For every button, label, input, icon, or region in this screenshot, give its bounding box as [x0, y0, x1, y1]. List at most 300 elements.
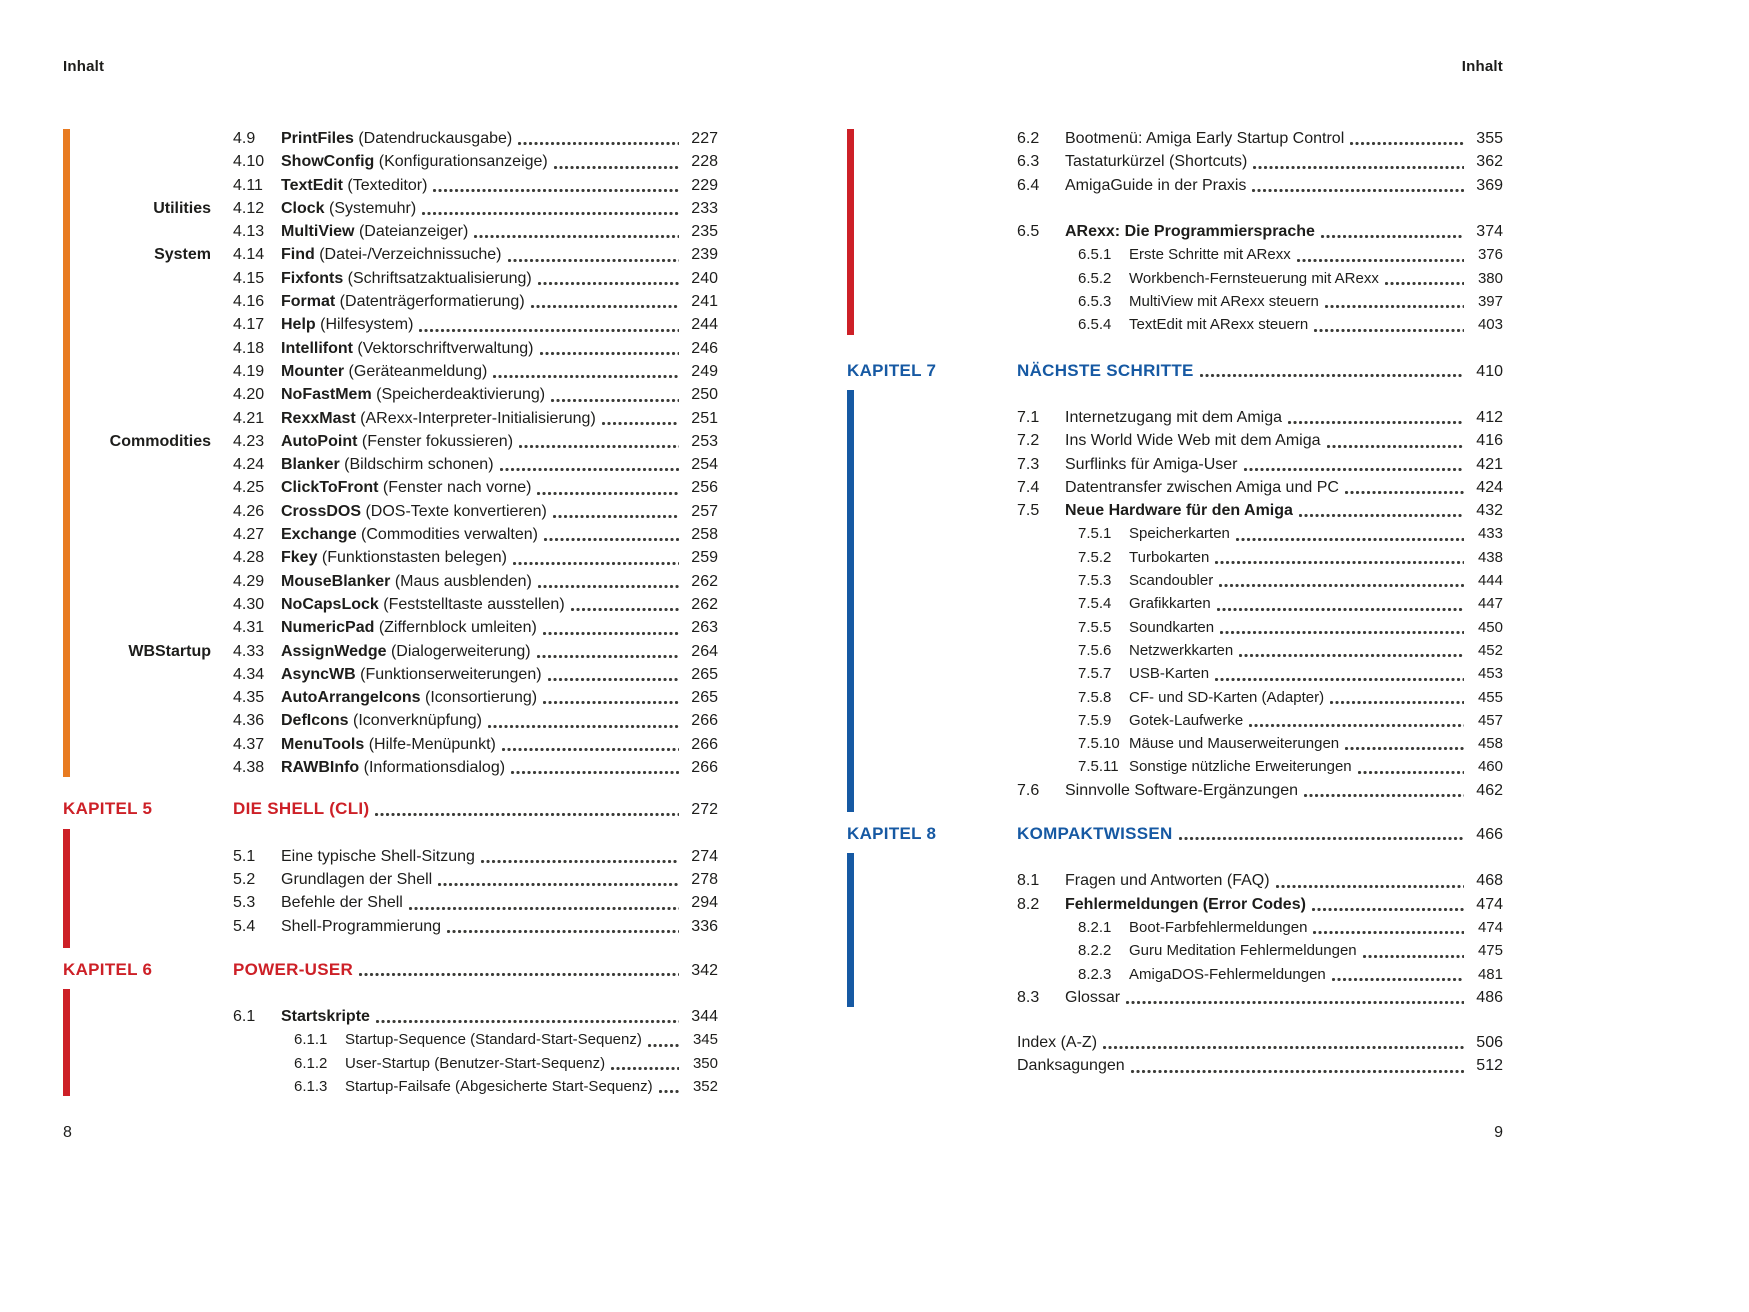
page-reference: 424 [1476, 478, 1503, 496]
entry-number: 5.2 [233, 870, 256, 888]
entry-number: 4.18 [233, 339, 265, 357]
toc-entry-row [63, 197, 718, 220]
page-reference: 235 [691, 223, 718, 241]
page-reference: 397 [1477, 293, 1503, 311]
page-reference: 403 [1477, 316, 1503, 334]
entry-title: Datentransfer zwischen Amiga und PC [1065, 478, 1339, 496]
entry-title: ARexx: Die Programmiersprache [1065, 223, 1315, 241]
entry-number: 6.5.1 [1078, 246, 1112, 264]
entry-number: 4.37 [233, 735, 265, 753]
page-reference: 352 [692, 1077, 718, 1095]
entry-number: 7.5 [1017, 502, 1040, 520]
entry-number: 7.5.5 [1078, 618, 1112, 636]
dot-leader [1321, 235, 1464, 238]
red-chapter-bar [63, 989, 70, 1096]
entry-title: Workbench-Fernsteuerung mit ARexx [1129, 269, 1379, 287]
page-reference: 257 [691, 502, 718, 520]
page-reference: 376 [1477, 246, 1503, 264]
dot-leader [1325, 305, 1464, 308]
toc-block [847, 822, 1503, 845]
dot-leader [1304, 794, 1464, 797]
toc-entry-row [63, 430, 718, 453]
entry-number: 6.5.4 [1078, 316, 1112, 334]
entry-title: PrintFiles (Datendruckausgabe) [281, 130, 513, 147]
page-reference: 227 [691, 130, 718, 147]
entry-title: Startup-Sequence (Standard-Start-Sequenz) [345, 1031, 642, 1049]
toc-entry-row [847, 569, 1503, 592]
blue-chapter-bar [847, 390, 854, 812]
page-reference: 258 [691, 526, 718, 544]
page-reference: 263 [691, 619, 718, 637]
dot-leader [1215, 561, 1464, 564]
entry-title: Shell-Programmierung [281, 917, 442, 935]
toc-entry-row [63, 640, 718, 663]
entry-title: Fehlermeldungen (Error Codes) [1065, 895, 1306, 913]
page-reference: 458 [1477, 735, 1503, 753]
page-reference: 512 [1476, 1057, 1503, 1075]
toc-entry-row [847, 616, 1503, 639]
toc-entry-row [63, 570, 718, 593]
entry-title: Speicherkarten [1129, 525, 1230, 543]
page-reference: 466 [1476, 826, 1503, 844]
entry-title: Mounter (Geräteanmeldung) [281, 362, 488, 380]
page-reference: 266 [691, 712, 718, 730]
dot-leader [1345, 747, 1464, 750]
chapter-title: DIE SHELL (CLI) [233, 799, 370, 819]
toc-entry-row [847, 406, 1503, 429]
entry-title: Help (Hilfesystem) [281, 316, 414, 334]
entry-title: Intellifont (Vektorschriftverwaltung) [281, 339, 534, 357]
toc-entry-row [63, 453, 718, 476]
toc-entry-row [847, 662, 1503, 685]
entry-number: 4.25 [233, 479, 265, 497]
entry-number: 4.27 [233, 526, 265, 544]
dot-leader [531, 305, 679, 308]
page-reference: 240 [691, 269, 718, 287]
toc-entry-row [847, 267, 1503, 290]
dot-leader [1220, 631, 1464, 634]
dot-leader [1313, 931, 1464, 934]
toc-entry-row [63, 733, 718, 756]
dot-leader [376, 1020, 679, 1023]
toc-entry-row [63, 1052, 718, 1075]
toc-entry-row [847, 939, 1503, 962]
toc-entry-row [847, 709, 1503, 732]
page-reference: 253 [691, 432, 718, 450]
dot-leader [513, 562, 679, 565]
toc-entry-row [63, 523, 718, 546]
dot-leader [433, 189, 679, 192]
toc-entry-row [63, 127, 718, 150]
toc-block [63, 827, 718, 950]
margin-label: WBStartup [128, 642, 211, 660]
toc-entry-row [63, 845, 718, 868]
entry-title: USB-Karten [1129, 665, 1210, 683]
entry-number: 6.3 [1017, 153, 1040, 171]
entry-title: CrossDOS (DOS-Texte konvertieren) [281, 502, 547, 520]
page-reference: 453 [1477, 665, 1503, 683]
dot-leader [1126, 1001, 1464, 1004]
page-reference: 272 [691, 801, 718, 819]
toc-entry-row [63, 360, 718, 383]
entry-title: Soundkarten [1129, 618, 1215, 636]
dot-leader [1239, 654, 1464, 657]
toc-entry-row [847, 127, 1503, 150]
dot-leader [611, 1067, 679, 1070]
margin-label: Commodities [109, 432, 211, 450]
page-reference: 506 [1476, 1034, 1503, 1052]
blank-line [847, 197, 1503, 220]
toc-page-left [63, 127, 718, 1098]
entry-title: MenuTools (Hilfe-Menüpunkt) [281, 735, 496, 753]
toc-block [63, 797, 718, 820]
entry-title: AutoArrangeIcons (Iconsortierung) [281, 689, 538, 707]
page-reference: 362 [1476, 153, 1503, 171]
page-reference: 262 [691, 572, 718, 590]
entry-number: 7.4 [1017, 478, 1040, 496]
dot-leader [1312, 908, 1464, 911]
toc-entry-row [63, 383, 718, 406]
entry-title: AmigaDOS-Fehlermeldungen [1129, 965, 1326, 983]
toc-entry-row [847, 779, 1503, 802]
page-reference: 474 [1477, 918, 1503, 936]
dot-leader [359, 973, 679, 976]
entry-title: Grafikkarten [1129, 595, 1211, 613]
entry-title: AmigaGuide in der Praxis [1065, 176, 1247, 194]
dot-leader [1385, 282, 1464, 285]
entry-number: 4.36 [233, 712, 265, 730]
entry-title: Ins World Wide Web mit dem Amiga [1065, 432, 1321, 450]
entry-title: Find (Datei-/Verzeichnissuche) [281, 246, 502, 264]
toc-entry-row [847, 290, 1503, 313]
toc-plain-row [847, 1031, 1503, 1054]
page-reference: 380 [1477, 269, 1503, 287]
toc-entry-row [847, 916, 1503, 939]
red-chapter-bar [847, 129, 854, 335]
toc-entry-row [63, 500, 718, 523]
entry-number: 7.1 [1017, 408, 1040, 426]
entry-title: Sinnvolle Software-Ergänzungen [1065, 781, 1299, 799]
entry-title: Bootmenü: Amiga Early Startup Control [1065, 130, 1345, 147]
page-reference: 265 [691, 689, 718, 707]
toc-entry-row [847, 313, 1503, 336]
entry-number: 8.3 [1017, 988, 1040, 1006]
page-reference: 481 [1477, 965, 1503, 983]
entry-number: 4.26 [233, 502, 265, 520]
toc-block [63, 958, 718, 981]
entry-number: 4.16 [233, 293, 265, 311]
toc-entry-row [847, 476, 1503, 499]
toc-entry-row [847, 639, 1503, 662]
entry-number: 7.5.2 [1078, 548, 1112, 566]
dot-leader [518, 142, 679, 145]
page-reference: 462 [1476, 781, 1503, 799]
toc-entry-row [63, 686, 718, 709]
page-reference: 254 [691, 456, 718, 474]
dot-leader [1200, 374, 1464, 377]
entry-number: 8.2.3 [1078, 965, 1112, 983]
entry-number: 4.35 [233, 689, 265, 707]
dot-leader [551, 399, 679, 402]
entry-title: Danksagungen [1017, 1057, 1125, 1075]
entry-number: 7.2 [1017, 432, 1040, 450]
dot-leader [447, 930, 679, 933]
entry-number: 4.15 [233, 269, 265, 287]
dot-leader [409, 907, 679, 910]
entry-title: Startskripte [281, 1008, 370, 1026]
chapter-label: KAPITEL 6 [63, 959, 153, 979]
entry-number: 6.5.2 [1078, 269, 1112, 287]
entry-number: 7.5.8 [1078, 688, 1112, 706]
toc-entry-row [847, 499, 1503, 522]
entry-number: 4.30 [233, 595, 265, 613]
entry-number: 5.1 [233, 847, 256, 865]
chapter-title: POWER-USER [233, 959, 354, 979]
dot-leader [438, 883, 679, 886]
toc-entry-row [847, 986, 1503, 1009]
entry-number: 7.5.3 [1078, 572, 1112, 590]
toc-entry-row [63, 243, 718, 266]
entry-number: 7.5.9 [1078, 711, 1112, 729]
toc-entry-row [63, 546, 718, 569]
dot-leader [538, 585, 679, 588]
entry-number: 7.5.11 [1078, 758, 1119, 776]
entry-title: AsyncWB (Funktionserweiterungen) [281, 665, 542, 683]
toc-entry-row [63, 220, 718, 243]
dot-leader [1179, 837, 1464, 840]
entry-title: NumericPad (Ziffernblock umleiten) [281, 619, 537, 637]
page-reference: 233 [691, 199, 718, 217]
dot-leader [544, 538, 679, 541]
chapter-label: KAPITEL 5 [63, 799, 153, 819]
entry-title: MultiView (Dateianzeiger) [281, 223, 469, 241]
entry-number: 4.14 [233, 246, 265, 264]
toc-entry-row [847, 686, 1503, 709]
margin-label: Utilities [153, 199, 211, 217]
toc-entry-row [847, 150, 1503, 173]
toc-entry-row [63, 868, 718, 891]
page-reference: 262 [691, 595, 718, 613]
toc-entry-row [63, 313, 718, 336]
toc-entry-row [847, 592, 1503, 615]
entry-number: 6.1.2 [294, 1054, 328, 1072]
entry-number: 4.10 [233, 153, 265, 171]
toc-entry-row [63, 891, 718, 914]
toc-entry-row [63, 407, 718, 430]
entry-title: DefIcons (Iconverknüpfung) [281, 712, 482, 730]
toc-block [63, 127, 718, 779]
entry-title: Startup-Failsafe (Abgesicherte Start-Sequenz) [345, 1077, 653, 1095]
dot-leader [1363, 955, 1464, 958]
toc-entry-row [63, 915, 718, 938]
entry-number: 4.23 [233, 432, 265, 450]
page-reference: 486 [1476, 988, 1503, 1006]
page-reference: 342 [691, 961, 718, 979]
entry-title: Scandoubler [1129, 572, 1214, 590]
dot-leader [1219, 584, 1464, 587]
page-reference: 244 [691, 316, 718, 334]
toc-entry-row [63, 337, 718, 360]
dot-leader [508, 259, 679, 262]
dot-leader [1244, 468, 1465, 471]
entry-title: Fixfonts (Schriftsatzaktualisierung) [281, 269, 532, 287]
dot-leader [537, 492, 679, 495]
toc-entry-row [63, 1075, 718, 1098]
dot-leader [648, 1044, 679, 1047]
entry-title: Neue Hardware für den Amiga [1065, 502, 1293, 520]
chapter-label: KAPITEL 8 [847, 824, 937, 844]
entry-title: Gotek-Laufwerke [1129, 711, 1244, 729]
entry-title: Glossar [1065, 988, 1121, 1006]
dot-leader [548, 678, 679, 681]
entry-title: Clock (Systemuhr) [281, 199, 417, 217]
toc-entry-row [847, 963, 1503, 986]
entry-title: MouseBlanker (Maus ausblenden) [281, 572, 532, 590]
toc-entry-row [63, 150, 718, 173]
entry-title: Grundlagen der Shell [281, 870, 433, 888]
page-reference: 266 [691, 735, 718, 753]
toc-entry-row [847, 429, 1503, 452]
page-reference: 474 [1476, 895, 1503, 913]
page-number-right: 9 [1494, 1124, 1503, 1141]
entry-title: Turbokarten [1129, 548, 1210, 566]
page-reference: 444 [1477, 572, 1503, 590]
page-number-left: 8 [63, 1124, 72, 1141]
toc-entry-row [63, 616, 718, 639]
entry-number: 7.5.6 [1078, 641, 1112, 659]
entry-title: MultiView mit ARexx steuern [1129, 293, 1319, 311]
page-reference: 241 [691, 293, 718, 311]
dot-leader [1297, 259, 1464, 262]
page-reference: 452 [1477, 641, 1503, 659]
page-reference: 259 [691, 549, 718, 567]
dot-leader [493, 375, 679, 378]
red-chapter-bar [63, 829, 70, 948]
entry-number: 4.19 [233, 362, 265, 380]
toc-entry-row [847, 453, 1503, 476]
toc-block [847, 127, 1503, 337]
toc-entry-row [847, 174, 1503, 197]
chapter-heading-row [847, 359, 1503, 382]
entry-number: 8.2.1 [1078, 918, 1112, 936]
page-reference: 350 [692, 1054, 718, 1072]
entry-title: Exchange (Commodities verwalten) [281, 526, 538, 544]
dot-leader [1330, 701, 1464, 704]
entry-number: 4.11 [233, 176, 263, 194]
dot-leader [571, 608, 679, 611]
toc-entry-row [63, 174, 718, 197]
entry-number: 6.5.3 [1078, 293, 1112, 311]
entry-title: Format (Datenträgerformatierung) [281, 293, 525, 311]
toc-entry-row [63, 756, 718, 779]
entry-number: 6.2 [1017, 130, 1040, 147]
page-reference: 416 [1476, 432, 1503, 450]
dot-leader [543, 632, 679, 635]
chapter-heading-row [63, 958, 718, 981]
dot-leader [602, 422, 679, 425]
toc-page-right [847, 127, 1503, 1078]
dot-leader [1314, 329, 1464, 332]
entry-title: Erste Schritte mit ARexx [1129, 246, 1291, 264]
dot-leader [1131, 1070, 1464, 1073]
page-reference: 460 [1477, 758, 1503, 776]
entry-title: Eine typische Shell-Sitzung [281, 847, 475, 865]
entry-title: Befehle der Shell [281, 894, 403, 912]
dot-leader [553, 515, 679, 518]
entry-number: 6.5 [1017, 223, 1040, 241]
page-reference: 355 [1476, 130, 1503, 147]
dot-leader [537, 655, 679, 658]
entry-number: 4.24 [233, 456, 265, 474]
dot-leader [502, 748, 679, 751]
toc-entry-row [847, 243, 1503, 266]
entry-title: Surflinks für Amiga-User [1065, 455, 1238, 473]
toc-entry-row [847, 220, 1503, 243]
entry-title: NoCapsLock (Feststelltaste ausstellen) [281, 595, 565, 613]
entry-number: 4.21 [233, 409, 265, 427]
dot-leader [538, 282, 679, 285]
entry-number: 7.3 [1017, 455, 1040, 473]
page-reference: 239 [691, 246, 718, 264]
page-reference: 374 [1476, 223, 1503, 241]
entry-number: 6.1.3 [294, 1077, 328, 1095]
entry-title: RexxMast (ARexx-Interpreter-Initialisierung) [281, 409, 596, 427]
page-reference: 475 [1477, 942, 1503, 960]
page-reference: 345 [692, 1031, 718, 1049]
toc-entry-row [63, 709, 718, 732]
entry-number: 7.5.7 [1078, 665, 1112, 683]
dot-leader [1299, 514, 1464, 517]
page-reference: 229 [691, 176, 718, 194]
page-reference: 249 [691, 362, 718, 380]
entry-number: 4.28 [233, 549, 265, 567]
page-reference: 278 [691, 870, 718, 888]
entry-title: Mäuse und Mauserweiterungen [1129, 735, 1340, 753]
entry-title: Netzwerkkarten [1129, 641, 1234, 659]
page-reference: 256 [691, 479, 718, 497]
entry-number: 4.33 [233, 642, 265, 660]
dot-leader [1253, 166, 1464, 169]
dot-leader [1236, 538, 1464, 541]
toc-block [63, 987, 718, 1098]
toc-entry-row [847, 522, 1503, 545]
page-reference: 344 [691, 1008, 718, 1026]
toc-entry-row [847, 732, 1503, 755]
entry-title: User-Startup (Benutzer-Start-Sequenz) [345, 1054, 606, 1072]
toc-entry-row [63, 476, 718, 499]
entry-title: Boot-Farbfehlermeldungen [1129, 918, 1308, 936]
entry-title: Blanker (Bildschirm schonen) [281, 456, 494, 474]
toc-entry-row [63, 1028, 718, 1051]
entry-number: 4.13 [233, 223, 265, 241]
entry-number: 4.20 [233, 386, 265, 404]
entry-title: Fkey (Funktionstasten belegen) [281, 549, 507, 567]
entry-number: 4.9 [233, 130, 256, 147]
page-reference: 264 [691, 642, 718, 660]
entry-number: 4.29 [233, 572, 265, 590]
blue-chapter-bar [847, 853, 854, 1007]
page-reference: 468 [1476, 872, 1503, 890]
dot-leader [1288, 421, 1464, 424]
dot-leader [422, 212, 679, 215]
page-reference: 246 [691, 339, 718, 357]
dot-leader [375, 813, 679, 816]
dot-leader [1332, 978, 1464, 981]
page-reference: 336 [691, 917, 718, 935]
margin-label: System [154, 246, 211, 264]
entry-number: 7.5.10 [1078, 735, 1120, 753]
dot-leader [1358, 771, 1464, 774]
